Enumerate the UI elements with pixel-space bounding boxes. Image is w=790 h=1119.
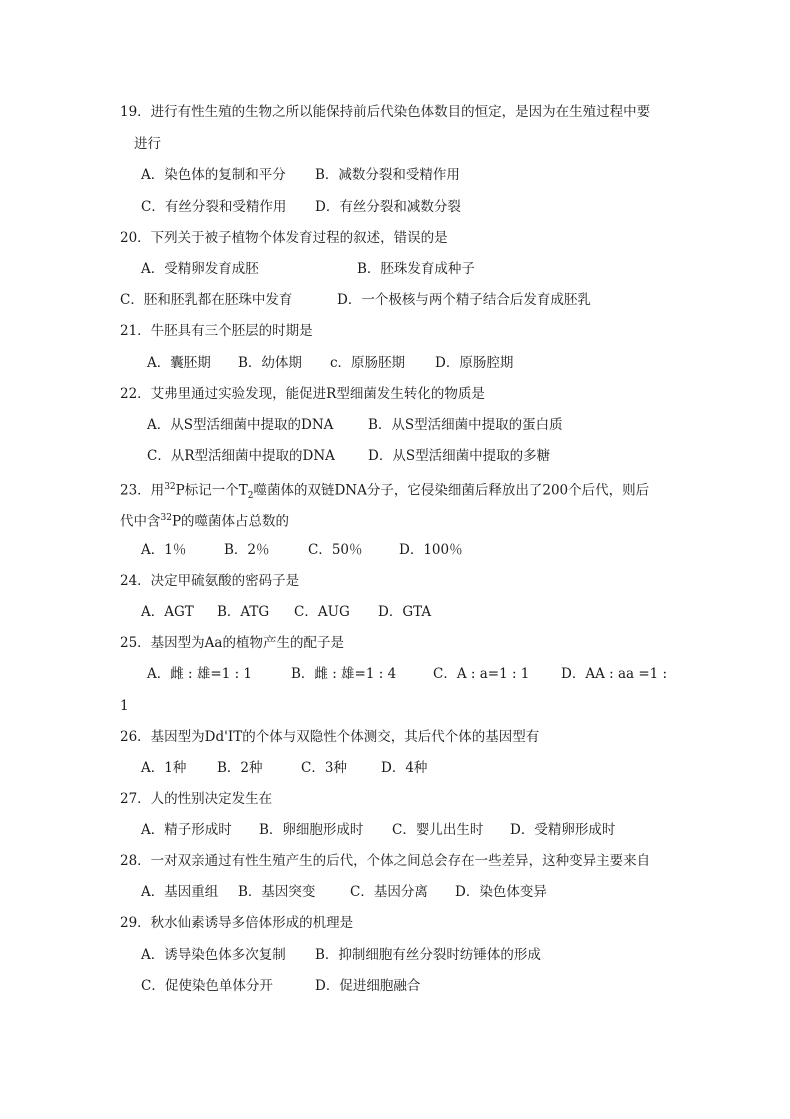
q25-option-d: D．AA : aa =1 : <box>561 666 668 682</box>
q24-option-d: D．GTA <box>378 604 432 620</box>
q28-option-c: C．基因分离 <box>350 884 428 900</box>
q21-option-b: B．幼体期 <box>238 355 302 371</box>
q23-stem1-mid: P标记一个T <box>175 482 248 499</box>
q29-option-b: B．抑制细胞有丝分裂时纺锤体的形成 <box>315 947 541 963</box>
q20-option-d: D．一个极核与两个精子结合后发育成胚乳 <box>337 292 591 308</box>
q29-option-a: A．诱导染色体多次复制 <box>141 947 286 963</box>
q27-option-c: C．婴儿出生时 <box>392 822 484 838</box>
q26-option-a: A．1种 <box>141 760 187 776</box>
q19-option-b: B．减数分裂和受精作用 <box>315 167 460 183</box>
q21-option-d: D．原肠腔期 <box>435 355 514 371</box>
q27-option-b: B．卵细胞形成时 <box>259 822 364 838</box>
q19-option-d: D．有丝分裂和减数分裂 <box>315 199 461 215</box>
q23-option-a: A．1％ <box>141 542 187 558</box>
q24-option-a: A．AGT <box>141 604 194 620</box>
q29-option-d: D．促进细胞融合 <box>315 978 421 994</box>
q24-stem: 24．决定甲硫氨酸的密码子是 <box>120 573 300 589</box>
q23-option-b: B．2％ <box>224 542 270 558</box>
q25-option-d-continued: 1 <box>120 698 129 714</box>
q23-superscript-2: 32 <box>160 513 172 523</box>
q22-option-a: A．从S型活细菌中提取的DNA <box>147 417 334 433</box>
q28-option-d: D．染色体变异 <box>455 884 547 900</box>
q19-stem-line1: 19．进行有性生殖的生物之所以能保持前后代染色体数目的恒定，是因为在生殖过程中要 <box>120 104 651 120</box>
q26-option-d: D．4种 <box>381 760 428 776</box>
q19-option-c: C．有丝分裂和受精作用 <box>141 199 287 215</box>
q20-option-c: C．胚和胚乳都在胚珠中发育 <box>120 292 293 308</box>
q25-option-c: C．A : a=1 : 1 <box>433 666 530 682</box>
q23-subscript: 2 <box>247 491 254 502</box>
q19-stem-line2: 进行 <box>134 136 161 152</box>
q27-stem: 27．人的性别决定发生在 <box>120 791 273 807</box>
q21-option-a: A．囊胚期 <box>147 355 211 371</box>
q19-option-a: A．染色体的复制和平分 <box>141 167 286 183</box>
q24-option-b: B．ATG <box>217 604 270 620</box>
q26-option-b: B．2种 <box>217 760 263 776</box>
q27-option-a: A．精子形成时 <box>141 822 232 838</box>
q23-option-c: C．50％ <box>308 542 363 558</box>
q23-stem2-post: P的噬菌体占总数的 <box>171 513 290 530</box>
q25-stem: 25．基因型为Aa的植物产生的配子是 <box>120 635 344 651</box>
q29-option-c: C．促使染色单体分开 <box>141 978 273 994</box>
q20-stem: 20．下列关于被子植物个体发育过程的叙述，错误的是 <box>120 230 448 246</box>
q24-option-c: C．AUG <box>294 604 350 620</box>
q28-option-b: B．基因突变 <box>238 884 316 900</box>
q23-stem1-pre: 23．用 <box>120 482 165 499</box>
q25-option-a: A．雌 : 雄=1 : 1 <box>147 666 253 682</box>
q25-option-b: B．雌 : 雄=1 : 4 <box>291 666 397 682</box>
q21-option-c: c．原肠胚期 <box>330 355 406 371</box>
q22-option-c: C．从R型活细菌中提取的DNA <box>147 448 335 464</box>
q22-option-b: B．从S型活细菌中提取的蛋白质 <box>368 417 563 433</box>
q28-option-a: A．基因重组 <box>141 884 219 900</box>
q27-option-d: D．受精卵形成时 <box>510 822 616 838</box>
q29-stem: 29．秋水仙素诱导多倍体形成的机理是 <box>120 915 354 931</box>
q28-stem: 28．一对双亲通过有性生殖产生的后代，个体之间总会存在一些差异，这种变异主要来自 <box>120 853 651 869</box>
q23-stem1-post: 噬菌体的双链DNA分子，它侵染细菌后释放出了200个后代，则后 <box>253 482 650 499</box>
q26-option-c: C．3种 <box>301 760 347 776</box>
q26-stem: 26．基因型为Dd'IT的个体与双隐性个体测交，其后代个体的基因型有 <box>120 729 540 745</box>
q23-stem-line1 <box>120 477 649 506</box>
q23-stem-line2 <box>120 508 289 532</box>
q22-option-d: D．从S型活细菌中提取的多糖 <box>368 448 551 464</box>
q23-stem2-pre: 代中含 <box>120 513 161 530</box>
q23-option-d: D．100％ <box>399 542 463 558</box>
q23-superscript: 32 <box>164 482 176 492</box>
q22-stem: 22．艾弗里通过实验发现，能促进R型细菌发生转化的物质是 <box>120 386 485 402</box>
q20-option-a: A．受精卵发育成胚 <box>141 261 259 277</box>
q20-option-b: B．胚珠发育成种子 <box>357 261 475 277</box>
q21-stem: 21．牛胚具有三个胚层的时期是 <box>120 323 313 339</box>
